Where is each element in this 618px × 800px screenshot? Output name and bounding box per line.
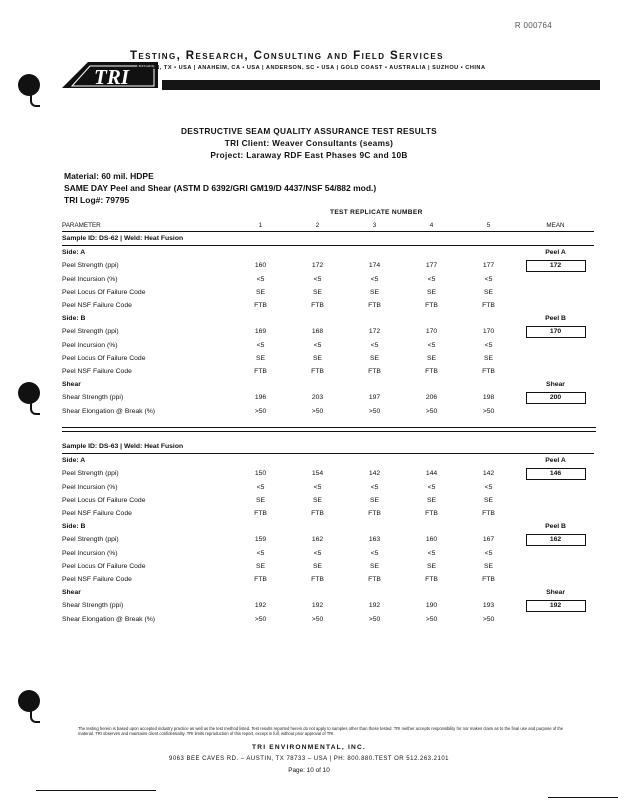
row-label: Peel Strength (ppi) bbox=[62, 262, 119, 270]
client-line: TRI Client: Weaver Consultants (seams) bbox=[224, 138, 394, 148]
cell: 142 bbox=[482, 470, 495, 478]
punch-hole-tail bbox=[30, 403, 40, 415]
page-number: Page: 10 of 10 bbox=[288, 767, 330, 774]
cell: FTB bbox=[254, 302, 267, 310]
cell: 206 bbox=[425, 394, 438, 402]
cell: FTB bbox=[482, 302, 495, 310]
cell: 177 bbox=[425, 262, 438, 270]
table-row bbox=[62, 286, 594, 299]
results-table-sample-2 bbox=[62, 440, 594, 626]
cell: FTB bbox=[425, 575, 438, 583]
cell: 197 bbox=[368, 394, 381, 402]
replicate-header: 1 bbox=[232, 219, 289, 232]
cell: <5 bbox=[256, 483, 265, 491]
peel-b-mean: 170 bbox=[526, 326, 586, 338]
cell: FTB bbox=[482, 367, 495, 375]
cell: FTB bbox=[425, 510, 438, 518]
cell: <5 bbox=[370, 549, 379, 557]
cell: 203 bbox=[311, 394, 324, 402]
table-row bbox=[62, 352, 594, 365]
cell: 170 bbox=[425, 328, 438, 336]
row-label: Shear Strength (ppi) bbox=[62, 602, 124, 610]
replicate-header: 5 bbox=[460, 219, 517, 232]
cell: SE bbox=[483, 496, 494, 504]
cell: SE bbox=[369, 496, 380, 504]
cell: 193 bbox=[482, 602, 495, 610]
cell: 154 bbox=[311, 470, 324, 478]
document-reference: R 000764 bbox=[514, 21, 552, 30]
cell: <5 bbox=[427, 549, 436, 557]
cell: 160 bbox=[425, 536, 438, 544]
company-tagline: Testing, Research, Consulting and Field Services bbox=[130, 50, 444, 62]
peel-b-label: Peel B bbox=[545, 523, 566, 531]
cell: <5 bbox=[484, 549, 493, 557]
cell: <5 bbox=[256, 341, 265, 349]
cell: FTB bbox=[311, 367, 324, 375]
cell: >50 bbox=[311, 615, 324, 623]
side-row bbox=[62, 312, 594, 325]
replicate-header: 3 bbox=[346, 219, 403, 232]
cell: 174 bbox=[368, 262, 381, 270]
table-row bbox=[62, 259, 594, 272]
cell: SE bbox=[369, 562, 380, 570]
table-row bbox=[62, 467, 594, 480]
cell: FTB bbox=[311, 575, 324, 583]
cell: 177 bbox=[482, 262, 495, 270]
cell: FTB bbox=[368, 575, 381, 583]
row-label: Peel Locus Of Failure Code bbox=[62, 354, 146, 362]
cell: SE bbox=[426, 354, 437, 362]
cell: >50 bbox=[368, 615, 381, 623]
cell: <5 bbox=[484, 341, 493, 349]
cell: <5 bbox=[256, 549, 265, 557]
cell: 150 bbox=[254, 470, 267, 478]
cell: SE bbox=[255, 562, 266, 570]
side-label: Side: A bbox=[62, 249, 86, 257]
bottom-scan-line bbox=[36, 790, 156, 791]
table-row bbox=[62, 404, 594, 417]
cell: 163 bbox=[368, 536, 381, 544]
cell: SE bbox=[369, 288, 380, 296]
cell: <5 bbox=[427, 483, 436, 491]
section-divider bbox=[62, 427, 596, 428]
cell: FTB bbox=[311, 510, 324, 518]
punch-hole-middle bbox=[18, 382, 40, 404]
sample-id-row bbox=[62, 440, 594, 454]
shear-label: Shear bbox=[546, 381, 565, 389]
row-label: Peel Locus Of Failure Code bbox=[62, 562, 146, 570]
cell: FTB bbox=[254, 510, 267, 518]
cell: SE bbox=[255, 354, 266, 362]
cell: >50 bbox=[425, 615, 438, 623]
document-title: DESTRUCTIVE SEAM QUALITY ASSURANCE TEST RESULTS bbox=[181, 126, 437, 136]
shear-row bbox=[62, 586, 594, 599]
cell: SE bbox=[312, 562, 323, 570]
project-line: Project: Laraway RDF East Phases 9C and 10B bbox=[210, 150, 408, 160]
tri-logo-text: TRI bbox=[94, 65, 130, 89]
cell: SE bbox=[426, 562, 437, 570]
row-label: Peel NSF Failure Code bbox=[62, 510, 132, 518]
cell: 159 bbox=[254, 536, 267, 544]
side-row bbox=[62, 246, 594, 260]
replicate-header: 4 bbox=[403, 219, 460, 232]
cell: 172 bbox=[368, 328, 381, 336]
table-row bbox=[62, 273, 594, 286]
cell: >50 bbox=[425, 407, 438, 415]
cell: 167 bbox=[482, 536, 495, 544]
cell: SE bbox=[426, 288, 437, 296]
cell: <5 bbox=[484, 275, 493, 283]
row-label: Peel Strength (ppi) bbox=[62, 536, 119, 544]
row-label: Peel NSF Failure Code bbox=[62, 575, 132, 583]
cell: 168 bbox=[311, 328, 324, 336]
disclaimer: The testing herein is based upon accepted industry practice as well as the test method listed. Test results reported herein do not apply to samples other than those tested. TRI neither accepts responsibility for nor makes claim as to the final use and purpose of the material. TRI observes and maintains client confidentiality. TRI limits reproduction of this report, except in full, without prior approval of TRI. bbox=[78, 726, 564, 737]
table-header-row bbox=[62, 219, 594, 232]
cell: <5 bbox=[370, 341, 379, 349]
mean-header: MEAN bbox=[517, 219, 594, 232]
letterhead-bar bbox=[162, 80, 600, 90]
section-divider bbox=[62, 431, 596, 432]
row-label: Peel NSF Failure Code bbox=[62, 367, 132, 375]
cell: SE bbox=[312, 354, 323, 362]
sample-id-row bbox=[62, 232, 594, 246]
cell: SE bbox=[483, 562, 494, 570]
row-label: Peel NSF Failure Code bbox=[62, 302, 132, 310]
cell: SE bbox=[369, 354, 380, 362]
peel-a-mean: 172 bbox=[526, 260, 586, 272]
tri-log-line: TRI Log#: 79795 bbox=[64, 195, 130, 205]
cell: FTB bbox=[254, 575, 267, 583]
side-label: Side: A bbox=[62, 457, 86, 465]
cell: FTB bbox=[254, 367, 267, 375]
table-row bbox=[62, 612, 594, 625]
footer-company: TRI ENVIRONMENTAL, INC. bbox=[252, 744, 366, 751]
peel-a-label: Peel A bbox=[545, 249, 566, 257]
cell: <5 bbox=[427, 341, 436, 349]
table-row bbox=[62, 339, 594, 352]
cell: >50 bbox=[254, 407, 267, 415]
shear-mean: 200 bbox=[526, 392, 586, 404]
table-row bbox=[62, 560, 594, 573]
cell: 192 bbox=[254, 602, 267, 610]
row-label: Peel Incursion (%) bbox=[62, 341, 118, 349]
row-label: Peel Strength (ppi) bbox=[62, 328, 119, 336]
table-row bbox=[62, 494, 594, 507]
cell: FTB bbox=[425, 302, 438, 310]
cell: SE bbox=[255, 496, 266, 504]
row-label: Peel Locus Of Failure Code bbox=[62, 496, 146, 504]
table-row bbox=[62, 325, 594, 338]
cell: <5 bbox=[370, 275, 379, 283]
cell: 172 bbox=[311, 262, 324, 270]
cell: FTB bbox=[368, 510, 381, 518]
side-label: Side: B bbox=[62, 523, 86, 531]
punch-hole-tail bbox=[30, 95, 40, 107]
replicate-header: 2 bbox=[289, 219, 346, 232]
row-label: Peel Locus Of Failure Code bbox=[62, 288, 146, 296]
side-label: Side: B bbox=[62, 315, 86, 323]
cell: 169 bbox=[254, 328, 267, 336]
side-row bbox=[62, 520, 594, 533]
cell: <5 bbox=[484, 483, 493, 491]
cell: SE bbox=[312, 288, 323, 296]
results-table-sample-1 bbox=[62, 219, 594, 418]
table-row bbox=[62, 533, 594, 546]
cell: 162 bbox=[311, 536, 324, 544]
peel-a-mean: 146 bbox=[526, 468, 586, 480]
table-row bbox=[62, 391, 594, 404]
table-row bbox=[62, 507, 594, 520]
row-label: Shear Strength (ppi) bbox=[62, 394, 124, 402]
footer-address: 9063 BEE CAVES RD. – AUSTIN, TX 78733 – USA | PH: 800.880.TEST OR 512.263.2101 bbox=[168, 756, 450, 762]
cell: <5 bbox=[370, 483, 379, 491]
shear-row bbox=[62, 378, 594, 391]
company-locations: AUSTIN, TX • USA | ANAHEIM, CA • USA | ANDERSON, SC • USA | GOLD COAST • AUSTRALIA | SUZHOU • CHINA bbox=[136, 65, 486, 71]
table-row bbox=[62, 299, 594, 312]
test-replicate-header: TEST REPLICATE NUMBER bbox=[330, 209, 423, 216]
row-label: Shear Elongation @ Break (%) bbox=[62, 615, 156, 623]
punch-hole-tail bbox=[30, 711, 40, 723]
material-line: Material: 60 mil. HDPE bbox=[64, 171, 154, 181]
cell: 170 bbox=[482, 328, 495, 336]
row-label: Peel Incursion (%) bbox=[62, 549, 118, 557]
cell: FTB bbox=[311, 302, 324, 310]
cell: 192 bbox=[311, 602, 324, 610]
parameter-header: PARAMETER bbox=[62, 219, 232, 232]
shear-heading: Shear bbox=[62, 589, 81, 597]
table-row bbox=[62, 365, 594, 378]
peel-b-label: Peel B bbox=[545, 315, 566, 323]
punch-hole-bottom bbox=[18, 690, 40, 712]
bottom-scan-line bbox=[548, 797, 618, 798]
cell: SE bbox=[312, 496, 323, 504]
table-row bbox=[62, 599, 594, 612]
cell: 198 bbox=[482, 394, 495, 402]
table-row bbox=[62, 481, 594, 494]
row-label: Peel Incursion (%) bbox=[62, 483, 118, 491]
method-line: SAME DAY Peel and Shear (ASTM D 6392/GRI GM19/D 4437/NSF 54/882 mod.) bbox=[64, 183, 377, 193]
cell: FTB bbox=[482, 575, 495, 583]
cell: >50 bbox=[254, 615, 267, 623]
cell: SE bbox=[255, 288, 266, 296]
cell: <5 bbox=[313, 341, 322, 349]
table-row bbox=[62, 547, 594, 560]
cell: FTB bbox=[368, 302, 381, 310]
shear-heading: Shear bbox=[62, 381, 81, 389]
cell: 160 bbox=[254, 262, 267, 270]
cell: >50 bbox=[482, 407, 495, 415]
cell: 142 bbox=[368, 470, 381, 478]
cell: FTB bbox=[482, 510, 495, 518]
side-row bbox=[62, 454, 594, 468]
punch-hole-top bbox=[18, 74, 40, 96]
peel-b-mean: 162 bbox=[526, 534, 586, 546]
cell: <5 bbox=[313, 483, 322, 491]
row-label: Peel Incursion (%) bbox=[62, 275, 118, 283]
cell: 192 bbox=[368, 602, 381, 610]
cell: 196 bbox=[254, 394, 267, 402]
cell: <5 bbox=[313, 549, 322, 557]
cell: SE bbox=[483, 354, 494, 362]
cell: FTB bbox=[425, 367, 438, 375]
row-label: Peel Strength (ppi) bbox=[62, 470, 119, 478]
shear-label: Shear bbox=[546, 589, 565, 597]
cell: >50 bbox=[311, 407, 324, 415]
cell: 144 bbox=[425, 470, 438, 478]
cell: SE bbox=[483, 288, 494, 296]
cell: FTB bbox=[368, 367, 381, 375]
cell: 190 bbox=[425, 602, 438, 610]
sample-id: Sample ID: DS-62 | Weld: Heat Fusion bbox=[62, 232, 594, 246]
row-label: Shear Elongation @ Break (%) bbox=[62, 407, 156, 415]
peel-a-label: Peel A bbox=[545, 457, 566, 465]
cell: SE bbox=[426, 496, 437, 504]
table-row bbox=[62, 573, 594, 586]
cell: <5 bbox=[313, 275, 322, 283]
cell: >50 bbox=[368, 407, 381, 415]
shear-mean: 192 bbox=[526, 600, 586, 612]
cell: <5 bbox=[427, 275, 436, 283]
cell: <5 bbox=[256, 275, 265, 283]
cell: >50 bbox=[482, 615, 495, 623]
sample-id: Sample ID: DS-63 | Weld: Heat Fusion bbox=[62, 440, 594, 454]
